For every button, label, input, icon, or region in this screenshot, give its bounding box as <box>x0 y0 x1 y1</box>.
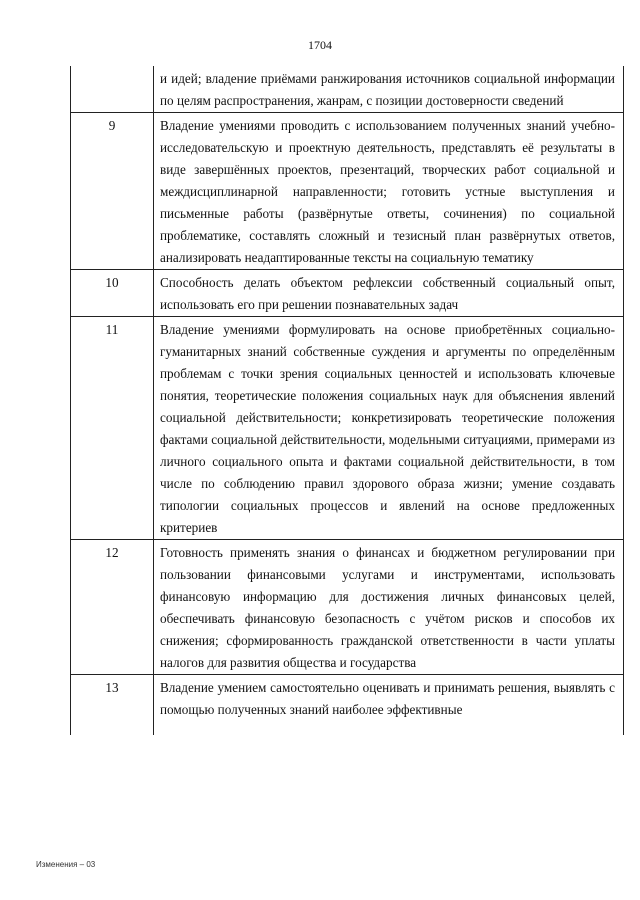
row-number <box>71 66 154 113</box>
row-text: Владение умением самостоятельно оценивать и принимать решения, выявлять с помощью полученных знаний наиболее эффективные <box>154 675 624 736</box>
row-text: и идей; владение приёмами ранжирования источников социальной информации по целям распространения, жанрам, с позиции достоверности сведений <box>154 66 624 113</box>
row-text: Владение умениями проводить с использованием полученных знаний учебно-исследовательскую и проектную деятельность, представлять её результаты в виде завершённых проектов, презентаций, творческих работ социальной и междисциплинарной направленности; готовить устные выступления и письменные работы (развёрнутые ответы, сочинения) по социальной проблематике, составлять сложный и тезисный план развёрнутых ответов, анализировать неадаптированные тексты на социальную тематику <box>154 113 624 270</box>
table-row <box>71 317 624 540</box>
table-row <box>71 113 624 270</box>
row-number: 13 <box>71 675 154 736</box>
table-row <box>71 270 624 317</box>
row-number: 12 <box>71 540 154 675</box>
row-number: 10 <box>71 270 154 317</box>
row-text: Владение умениями формулировать на основе приобретённых социально-гуманитарных знаний собственные суждения и аргументы по определённым проблемам с точки зрения социальных ценностей и использовать ключевые понятия, теоретические положения социальных наук для объяснения явлений социальной действительности; конкретизировать теоретические положения фактами социальной действительности, модельными ситуациями, примерами из личного социального опыта и фактами социальной действительности, в том числе по соблюдению правил здорового образа жизни; умение создавать типологии социальных процессов и явлений на основе предложенных критериев <box>154 317 624 540</box>
table-row <box>71 66 624 113</box>
row-number: 11 <box>71 317 154 540</box>
requirements-table <box>70 66 624 735</box>
table-row <box>71 540 624 675</box>
page-footer: Изменения – 03 <box>36 860 96 869</box>
row-text: Готовность применять знания о финансах и бюджетном регулировании при пользовании финансовыми услугами и инструментами, использовать финансовую информацию для достижения личных финансовых целей, обеспечивать финансовую безопасность с учётом рисков и способов их снижения; сформированность гражданской ответственности в части уплаты налогов для развития общества и государства <box>154 540 624 675</box>
table-row <box>71 675 624 736</box>
page-number: 1704 <box>308 38 332 52</box>
row-number: 9 <box>71 113 154 270</box>
row-text: Способность делать объектом рефлексии собственный социальный опыт, использовать его при решении познавательных задач <box>154 270 624 317</box>
